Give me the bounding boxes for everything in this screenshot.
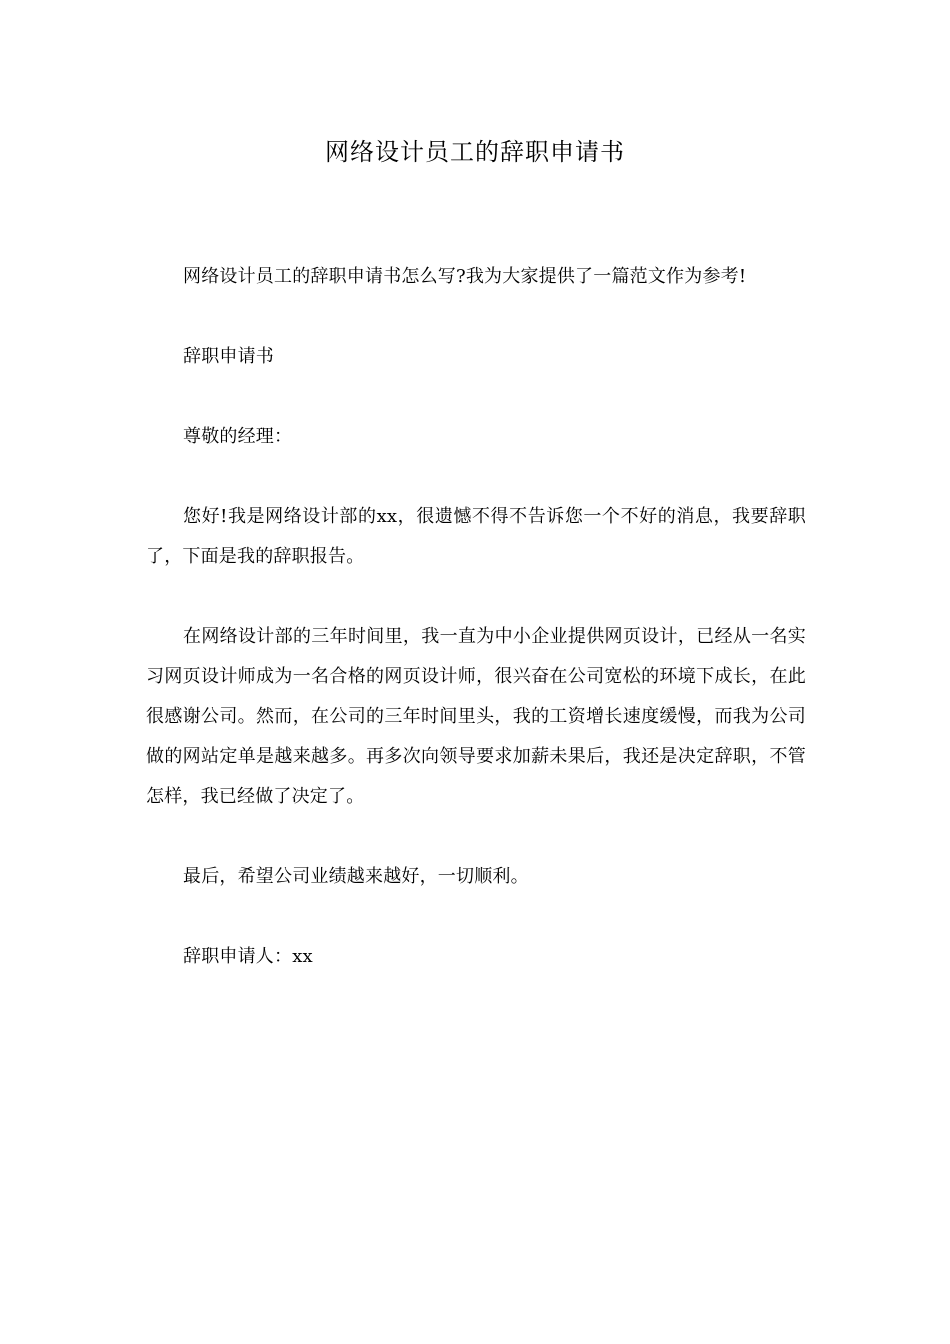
letter-greeting: 尊敬的经理： — [183, 426, 293, 447]
body-paragraph-1: 您好!我是网络设计部的xx，很遗憾不得不告诉您一个不好的消息，我要辞职了，下面是我的辞职报告。 — [146, 506, 806, 567]
intro-paragraph: 网络设计员工的辞职申请书怎么写?我为大家提供了一篇范文作为参考! — [183, 266, 747, 287]
signature-line: 辞职申请人：xx — [183, 946, 313, 967]
document-title: 网络设计员工的辞职申请书 — [325, 138, 625, 166]
body-paragraph-2: 在网络设计部的三年时间里，我一直为中小企业提供网页设计，已经从一名实习网页设计师成为一名合格的网页设计师，很兴奋在公司宽松的环境下成长，在此很感谢公司。然而，在公司的三年时间里头，我的工资增长速度缓慢，而我为公司做的网站定单是越来越多。再多次向领导要求加薪未果后，我还是决定辞职，不管怎样，我已经做了决定了。 — [146, 626, 806, 807]
letter-heading: 辞职申请书 — [183, 346, 274, 367]
closing-paragraph: 最后，希望公司业绩越来越好，一切顺利。 — [183, 866, 529, 887]
